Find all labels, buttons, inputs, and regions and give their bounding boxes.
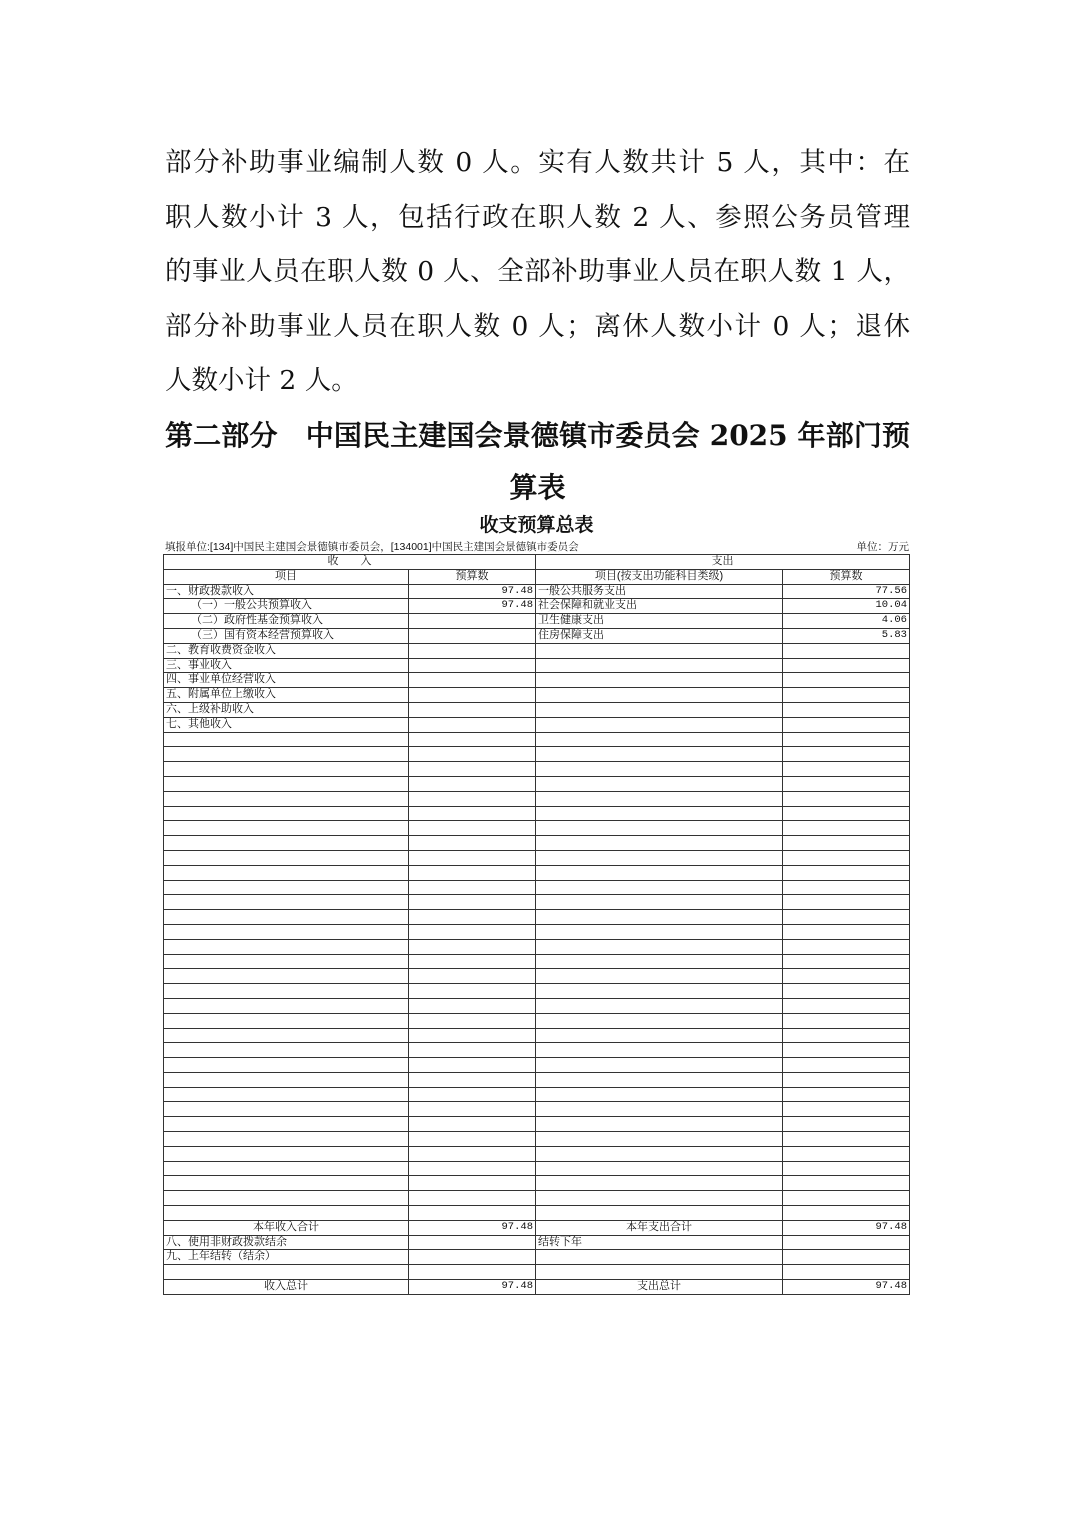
table-row [164, 644, 910, 659]
income-item-cell: 二、教育收费资金收入 [164, 644, 409, 659]
income-item-cell: 六、上级补助收入 [164, 703, 409, 718]
paragraph-line: 人数小计 2 人。 [165, 365, 358, 396]
expense-item-cell [536, 910, 783, 925]
income-item-cell [164, 1073, 409, 1088]
expense-amount-cell [783, 1014, 910, 1029]
income-amount-cell [409, 1102, 536, 1117]
paragraph-line: 部分补助事业编制人数 0 人。实有人数共计 5 人，其中：在 [165, 147, 910, 178]
expense-item-cell [536, 1073, 783, 1088]
income-amount-cell [409, 792, 536, 807]
blank-row [164, 969, 910, 984]
blank-row [164, 1117, 910, 1132]
expense-amount-cell [783, 762, 910, 777]
income-item-cell: 四、事业单位经营收入 [164, 673, 409, 688]
expense-item-cell [536, 866, 783, 881]
expense-item-cell [536, 792, 783, 807]
income-amount-cell [409, 866, 536, 881]
table-column-header-row [164, 570, 910, 585]
blank-row [164, 1162, 910, 1177]
blank-row [164, 940, 910, 955]
income-item-cell [164, 1147, 409, 1162]
income-item-cell [164, 925, 409, 940]
expense-amount-cell [783, 733, 910, 748]
expense-item-cell: 社会保障和就业支出 [536, 599, 783, 614]
blank-row [164, 1132, 910, 1147]
income-item-cell: 七、其他收入 [164, 718, 409, 733]
income-item-cell [164, 910, 409, 925]
income-amount-cell [409, 1073, 536, 1088]
expense-item-cell [536, 1206, 783, 1221]
income-item-cell [164, 1043, 409, 1058]
income-amount-cell [409, 673, 536, 688]
income-item-cell: 三、事业收入 [164, 659, 409, 674]
table-row [164, 718, 910, 733]
income-amount-cell [409, 925, 536, 940]
income-item-cell [164, 1058, 409, 1073]
income-amount-cell [409, 659, 536, 674]
expense-amount-cell [783, 984, 910, 999]
income-amount-cell [409, 777, 536, 792]
income-item-cell [164, 1191, 409, 1206]
expense-item-cell [536, 1147, 783, 1162]
expense-amount-cell [783, 673, 910, 688]
blank-row [164, 1043, 910, 1058]
expense-amount-cell [783, 821, 910, 836]
expense-amount-cell: 5.83 [783, 629, 910, 644]
income-item-cell [164, 792, 409, 807]
income-item-cell [164, 777, 409, 792]
blank-row [164, 881, 910, 896]
blank-row [164, 1088, 910, 1103]
income-amount-cell [409, 940, 536, 955]
blank-row [164, 866, 910, 881]
blank-row [164, 925, 910, 940]
section-heading-line1: 第二部分 中国民主建国会景德镇市委员会 2025 年部门预 [165, 419, 910, 452]
expense-amount-cell [783, 910, 910, 925]
income-amount-cell [409, 999, 536, 1014]
expense-amount-cell: 4.06 [783, 614, 910, 629]
income-item-cell [164, 807, 409, 822]
income-amount-cell [409, 969, 536, 984]
income-item-cell [164, 1014, 409, 1029]
income-item-cell [164, 821, 409, 836]
expense-item-cell [536, 984, 783, 999]
table-title: 收支预算总表 [479, 514, 594, 536]
expense-item-cell [536, 1117, 783, 1132]
income-item-cell: （三）国有资本经营预算收入 [164, 629, 409, 644]
income-amount-cell [409, 836, 536, 851]
income-item-cell [164, 881, 409, 896]
expense-amount-cell [783, 792, 910, 807]
expense-amount-cell [783, 644, 910, 659]
expense-item-cell [536, 1162, 783, 1177]
table-row [164, 614, 910, 629]
blank-row [164, 984, 910, 999]
income-item-cell [164, 1132, 409, 1147]
income-amount-cell [409, 984, 536, 999]
expense-amount-cell [783, 1088, 910, 1103]
income-amount-cell [409, 807, 536, 822]
income-amount-cell [409, 1176, 536, 1191]
blank-row [164, 1058, 910, 1073]
income-amount-cell [409, 910, 536, 925]
blank-row [164, 1206, 910, 1221]
expense-item-cell [536, 925, 783, 940]
income-amount-cell [409, 1117, 536, 1132]
expense-item-cell: 支出总计 [536, 1280, 783, 1295]
blank-row [164, 792, 910, 807]
blank-row [164, 895, 910, 910]
expense-amount-cell [783, 1162, 910, 1177]
income-item-cell [164, 1088, 409, 1103]
income-item-cell [164, 866, 409, 881]
paragraph-line: 部分补助事业人员在职人数 0 人；离休人数小计 0 人；退休 [165, 310, 910, 342]
income-amount-cell [409, 718, 536, 733]
expense-amount-cell [783, 940, 910, 955]
expense-amount-cell: 97.48 [783, 1280, 910, 1295]
intro-paragraph [165, 136, 910, 409]
expense-item-cell [536, 1191, 783, 1206]
fill-unit-label: 填报单位:[134]中国民主建国会景德镇市委员会，[134001]中国民主建国会景德镇市委员会 [165, 541, 579, 553]
income-amount-cell: 97.48 [409, 1280, 536, 1295]
income-item-cell [164, 955, 409, 970]
income-amount-cell [409, 747, 536, 762]
table-row [164, 659, 910, 674]
income-amount-cell [409, 955, 536, 970]
expense-amount-cell [783, 1191, 910, 1206]
year-total-row [164, 1221, 910, 1236]
expense-item-cell: 卫生健康支出 [536, 614, 783, 629]
expense-item-cell [536, 969, 783, 984]
income-amount-cell [409, 614, 536, 629]
income-item-cell [164, 1117, 409, 1132]
income-item-cell [164, 747, 409, 762]
paragraph-line: 职人数小计 3 人，包括行政在职人数 2 人、参照公务员管理 [165, 201, 910, 233]
expense-amount-cell [783, 925, 910, 940]
income-item-cell [164, 733, 409, 748]
expense-item-cell [536, 851, 783, 866]
income-amount-cell [409, 688, 536, 703]
table-header-row [164, 555, 910, 570]
blank-row [164, 821, 910, 836]
blank-row [164, 1073, 910, 1088]
expense-item-cell [536, 777, 783, 792]
blank-row [164, 1102, 910, 1117]
expense-amount-cell [783, 1058, 910, 1073]
expense-item-cell [536, 1014, 783, 1029]
income-item-cell [164, 1029, 409, 1044]
income-amount-cell [409, 1132, 536, 1147]
table-info [165, 540, 910, 554]
income-item-cell [164, 1162, 409, 1177]
expense-item-cell [536, 999, 783, 1014]
table-row [164, 673, 910, 688]
table-row [164, 585, 910, 600]
expense-item-cell [536, 659, 783, 674]
income-item-cell [164, 895, 409, 910]
expense-amount-cell [783, 1206, 910, 1221]
expense-item-cell [536, 1029, 783, 1044]
income-item-cell [164, 999, 409, 1014]
expense-item-cell [536, 718, 783, 733]
income-amount-cell: 97.48 [409, 599, 536, 614]
table-row [164, 703, 910, 718]
income-amount-cell [409, 1236, 536, 1251]
col-expense-amount: 预算数 [783, 570, 910, 585]
expense-item-cell [536, 1176, 783, 1191]
blank-row [164, 1176, 910, 1191]
expense-item-cell [536, 1250, 783, 1265]
expense-amount-cell [783, 777, 910, 792]
expense-amount-cell [783, 1147, 910, 1162]
income-item-cell: 一、财政拨款收入 [164, 585, 409, 600]
blank-row [164, 836, 910, 851]
expense-amount-cell [783, 659, 910, 674]
income-item-cell [164, 1102, 409, 1117]
income-amount-cell [409, 1058, 536, 1073]
blank-row [164, 910, 910, 925]
blank-row [164, 733, 910, 748]
blank-row [164, 807, 910, 822]
expense-item-cell [536, 1265, 783, 1280]
table-row [164, 1250, 910, 1265]
blank-row [164, 851, 910, 866]
blank-row [164, 1191, 910, 1206]
expense-amount-cell [783, 895, 910, 910]
expense-item-cell: 本年支出合计 [536, 1221, 783, 1236]
income-amount-cell [409, 762, 536, 777]
income-item-cell [164, 1206, 409, 1221]
income-amount-cell [409, 1088, 536, 1103]
expense-item-cell [536, 733, 783, 748]
income-item-cell [164, 940, 409, 955]
income-item-cell [164, 836, 409, 851]
expense-item-cell [536, 688, 783, 703]
income-amount-cell: 97.48 [409, 585, 536, 600]
expense-amount-cell [783, 1043, 910, 1058]
expense-item-cell [536, 673, 783, 688]
expense-item-cell: 结转下年 [536, 1236, 783, 1251]
blank-row [164, 955, 910, 970]
expense-item-cell [536, 1102, 783, 1117]
expense-item-cell [536, 1132, 783, 1147]
expense-amount-cell: 97.48 [783, 1221, 910, 1236]
income-item-cell: （一）一般公共预算收入 [164, 599, 409, 614]
expense-amount-cell [783, 1073, 910, 1088]
table-row [164, 629, 910, 644]
expense-amount-cell [783, 955, 910, 970]
blank-row [164, 1147, 910, 1162]
expense-item-cell [536, 1043, 783, 1058]
unit-label: 单位：万元 [856, 541, 909, 553]
expense-item-cell: 住房保障支出 [536, 629, 783, 644]
blank-row [164, 1029, 910, 1044]
table-row [164, 688, 910, 703]
expense-item-cell [536, 955, 783, 970]
col-income-amount: 预算数 [409, 570, 536, 585]
income-item-cell [164, 984, 409, 999]
table-row [164, 1236, 910, 1251]
expense-amount-cell [783, 703, 910, 718]
income-item-cell: 本年收入合计 [164, 1221, 409, 1236]
expense-amount-cell [783, 807, 910, 822]
income-amount-cell [409, 1250, 536, 1265]
section-heading-line2: 算表 [509, 471, 566, 504]
expense-amount-cell [783, 969, 910, 984]
expense-amount-cell [783, 718, 910, 733]
income-amount-cell [409, 1191, 536, 1206]
col-expense-item: 项目(按支出功能科目类级) [536, 570, 783, 585]
expense-amount-cell [783, 747, 910, 762]
expense-amount-cell [783, 1176, 910, 1191]
income-amount-cell [409, 644, 536, 659]
income-amount-cell [409, 703, 536, 718]
expense-item-cell [536, 940, 783, 955]
income-amount-cell [409, 733, 536, 748]
expense-amount-cell [783, 999, 910, 1014]
expense-item-cell [536, 836, 783, 851]
blank-row [164, 747, 910, 762]
expense-item-cell [536, 821, 783, 836]
expense-item-cell [536, 895, 783, 910]
income-item-cell: 九、上年结转（结余） [164, 1250, 409, 1265]
income-item-cell: 八、使用非财政拨款结余 [164, 1236, 409, 1251]
blank-row [164, 777, 910, 792]
income-item-cell [164, 1265, 409, 1280]
grand-total-row [164, 1280, 910, 1295]
header-income: 收 入 [164, 555, 536, 570]
expense-item-cell: 一般公共服务支出 [536, 585, 783, 600]
expense-amount-cell [783, 881, 910, 896]
header-expense: 支出 [536, 555, 910, 570]
expense-amount-cell [783, 1250, 910, 1265]
expense-amount-cell [783, 1132, 910, 1147]
col-income-item: 项目 [164, 570, 409, 585]
income-item-cell [164, 1176, 409, 1191]
income-item-cell: （二）政府性基金预算收入 [164, 614, 409, 629]
income-amount-cell [409, 895, 536, 910]
income-amount-cell [409, 1206, 536, 1221]
income-item-cell [164, 969, 409, 984]
expense-item-cell [536, 703, 783, 718]
expense-amount-cell [783, 851, 910, 866]
expense-item-cell [536, 1058, 783, 1073]
income-item-cell [164, 851, 409, 866]
table-row [164, 599, 910, 614]
expense-amount-cell [783, 836, 910, 851]
blank-row [164, 999, 910, 1014]
expense-item-cell [536, 762, 783, 777]
paragraph-line: 的事业人员在职人数 0 人、全部补助事业人员在职人数 1 人， [165, 256, 910, 287]
income-item-cell: 五、附属单位上缴收入 [164, 688, 409, 703]
section-heading [165, 410, 910, 514]
income-amount-cell [409, 1162, 536, 1177]
expense-item-cell [536, 1088, 783, 1103]
income-amount-cell [409, 1043, 536, 1058]
income-amount-cell: 97.48 [409, 1221, 536, 1236]
income-amount-cell [409, 1147, 536, 1162]
expense-amount-cell: 77.56 [783, 585, 910, 600]
budget-summary-table [163, 554, 910, 1295]
income-amount-cell [409, 821, 536, 836]
expense-item-cell [536, 807, 783, 822]
expense-amount-cell [783, 688, 910, 703]
expense-amount-cell [783, 1102, 910, 1117]
expense-amount-cell [783, 866, 910, 881]
blank-row [164, 1265, 910, 1280]
income-amount-cell [409, 1265, 536, 1280]
expense-amount-cell [783, 1265, 910, 1280]
income-amount-cell [409, 1029, 536, 1044]
income-item-cell: 收入总计 [164, 1280, 409, 1295]
income-item-cell [164, 762, 409, 777]
income-amount-cell [409, 881, 536, 896]
income-amount-cell [409, 851, 536, 866]
expense-item-cell [536, 747, 783, 762]
expense-item-cell [536, 644, 783, 659]
expense-amount-cell [783, 1029, 910, 1044]
income-amount-cell [409, 629, 536, 644]
income-amount-cell [409, 1014, 536, 1029]
blank-row [164, 1014, 910, 1029]
expense-item-cell [536, 881, 783, 896]
blank-row [164, 762, 910, 777]
expense-amount-cell [783, 1117, 910, 1132]
expense-amount-cell [783, 1236, 910, 1251]
expense-amount-cell: 10.04 [783, 599, 910, 614]
